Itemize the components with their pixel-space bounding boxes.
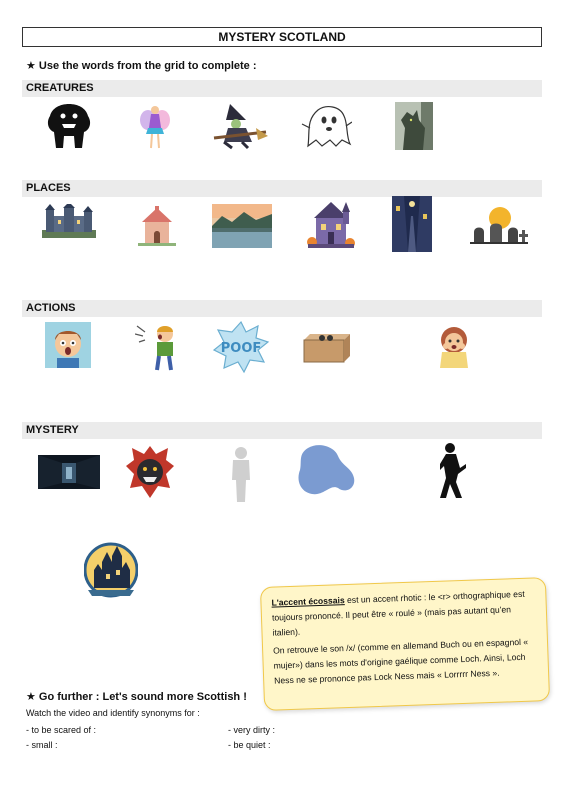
poof-burst-image — [212, 318, 270, 374]
synonym-scared: - to be scared of : — [26, 725, 97, 735]
werewolf-image — [395, 102, 433, 150]
graveyard-image — [470, 204, 528, 244]
lake-image — [212, 204, 272, 248]
fairy-image — [140, 102, 170, 150]
frightened-woman-image — [434, 324, 474, 368]
scottish-accent-note — [260, 577, 550, 711]
section-actions: ACTIONS — [22, 300, 542, 317]
section-creatures: CREATURES — [22, 80, 542, 97]
synonym-dirty: - very dirty : — [228, 725, 276, 735]
note-line1: est un accent rhotic : le <r> orthographique est toujours prononcé. Il peut être « roulé » (mais pas autant qu'en italien). — [271, 588, 525, 638]
monster-silhouette-image — [44, 102, 94, 150]
note-paragraph-1 — [271, 586, 536, 640]
dark-alley-image — [392, 196, 432, 252]
section-mystery: MYSTERY — [22, 422, 542, 439]
note-lead: L'accent écossais — [271, 595, 345, 608]
synonym-quiet: - be quiet : — [228, 740, 271, 750]
svg-text:POOF: POOF — [220, 341, 262, 356]
watch-instruction: Watch the video and identify synonyms for : — [26, 708, 200, 718]
witch-image — [212, 102, 268, 150]
section-places: PLACES — [22, 180, 542, 197]
dark-corridor-image — [38, 455, 100, 489]
synonym-small: - small : — [26, 740, 58, 750]
beast-face-image — [126, 444, 174, 498]
scared-boy-image — [45, 322, 91, 368]
creeping-silhouette-image — [440, 442, 468, 500]
castle-image — [42, 204, 96, 238]
ghost-image — [300, 102, 352, 150]
haunted-castle-image — [84, 540, 138, 598]
shouting-boy-image — [135, 322, 181, 372]
haunted-house-image — [302, 198, 360, 250]
blue-blob-image — [294, 442, 358, 502]
chapel-image — [138, 206, 176, 246]
page-title: MYSTERY SCOTLAND — [22, 27, 542, 47]
go-further-heading: ★ Go further : Let's sound more Scottish ! — [26, 691, 247, 703]
shadow-figure-image — [228, 446, 254, 502]
instruction: ★ Use the words from the grid to complete : — [26, 60, 257, 72]
note-paragraph-2: On retrouve le son /x/ (comme en allemand Buch ou en espagnol « mujer») dans les mots d'origine gaélique comme Loch. Ainsi, Loch Ness ne se prononce pas Lock Ness mais « Lorrrrr Ness ». — [272, 636, 529, 686]
box-image — [300, 330, 354, 364]
